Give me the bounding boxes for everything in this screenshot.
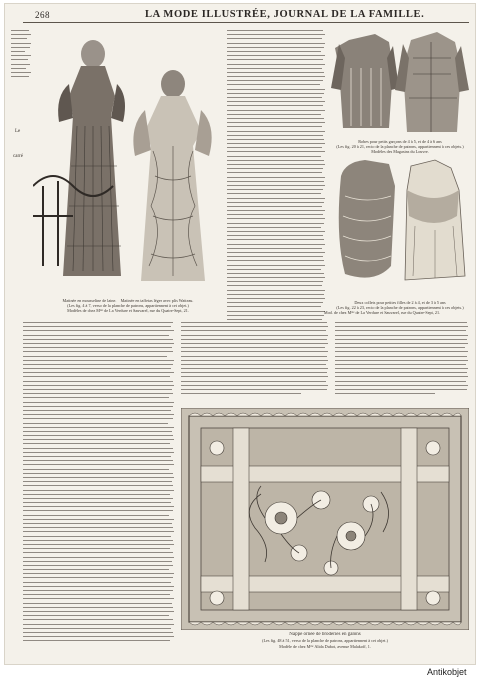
lace-tablecloth-illustration bbox=[181, 408, 469, 630]
lace-caption-ref: (Les fig. 48 à 51, verso de la planche de patrons, appartiennent à cet objet.) bbox=[262, 638, 388, 643]
right-lower-text bbox=[335, 322, 469, 404]
collars-caption-maker: Mod. de chez Mᵐᵉ de La Verdure et Sauvarel, rue du Quatre-Sept, 21. bbox=[323, 310, 441, 315]
header-rule bbox=[23, 22, 469, 23]
margin-note-2: carré bbox=[13, 154, 23, 159]
watermark: Antikobjet bbox=[427, 667, 467, 677]
left-text-column bbox=[23, 322, 175, 644]
page-header bbox=[5, 8, 475, 22]
women-fashion-illustration bbox=[33, 26, 223, 296]
boys-garments-illustration bbox=[331, 28, 469, 138]
women-caption-right: Matinée en taffetas léger avec plis Watteau. bbox=[120, 298, 194, 303]
boys-caption-ref: (Les fig. 20 à 21, recto de la planche de patrons, appartiennent à ces objets.) bbox=[336, 144, 464, 149]
girls-collars-illustration bbox=[335, 156, 469, 298]
margin-text-fragment bbox=[11, 30, 33, 90]
women-caption-left: Matinée en mousseline de laine. bbox=[62, 298, 117, 303]
page-number: 268 bbox=[35, 10, 50, 20]
women-caption-ref: (Les fig. 4 à 7, verso de la planche de patrons, appartiennent à cet objet.) bbox=[67, 303, 189, 308]
lace-caption-maker: Modèle de chez Mᵐᵉ Alida Dubot, avenue Malakoff, 1. bbox=[279, 644, 371, 649]
lace-caption-title: Nappe ornée de broderies en galons bbox=[289, 632, 361, 637]
collars-caption-ref: (Les fig. 22 à 23, recto de la planche de patrons, appartiennent à ces objets.) bbox=[336, 305, 464, 310]
boys-caption-maker: Modèles des Magasins du Louvre. bbox=[371, 149, 429, 154]
collars-caption-title: Deux collets pour petites filles de 2 à 4, et de 3 à 5 ans bbox=[354, 300, 446, 305]
boys-caption-title: Robes pour petits garçons de 4 à 5, et de 4 à 6 ans bbox=[358, 139, 442, 144]
middle-text-column bbox=[227, 30, 327, 320]
margin-note-1: Le bbox=[15, 129, 21, 134]
center-lower-text bbox=[181, 322, 329, 404]
women-caption-maker: Modèles de chez Mᵐᵉ de La Verdure et Sauvarel, rue du Quatre-Sept, 21. bbox=[67, 308, 189, 313]
newspaper-page bbox=[5, 4, 475, 664]
journal-title: LA MODE ILLUSTRÉE, JOURNAL DE LA FAMILLE. bbox=[145, 9, 425, 20]
